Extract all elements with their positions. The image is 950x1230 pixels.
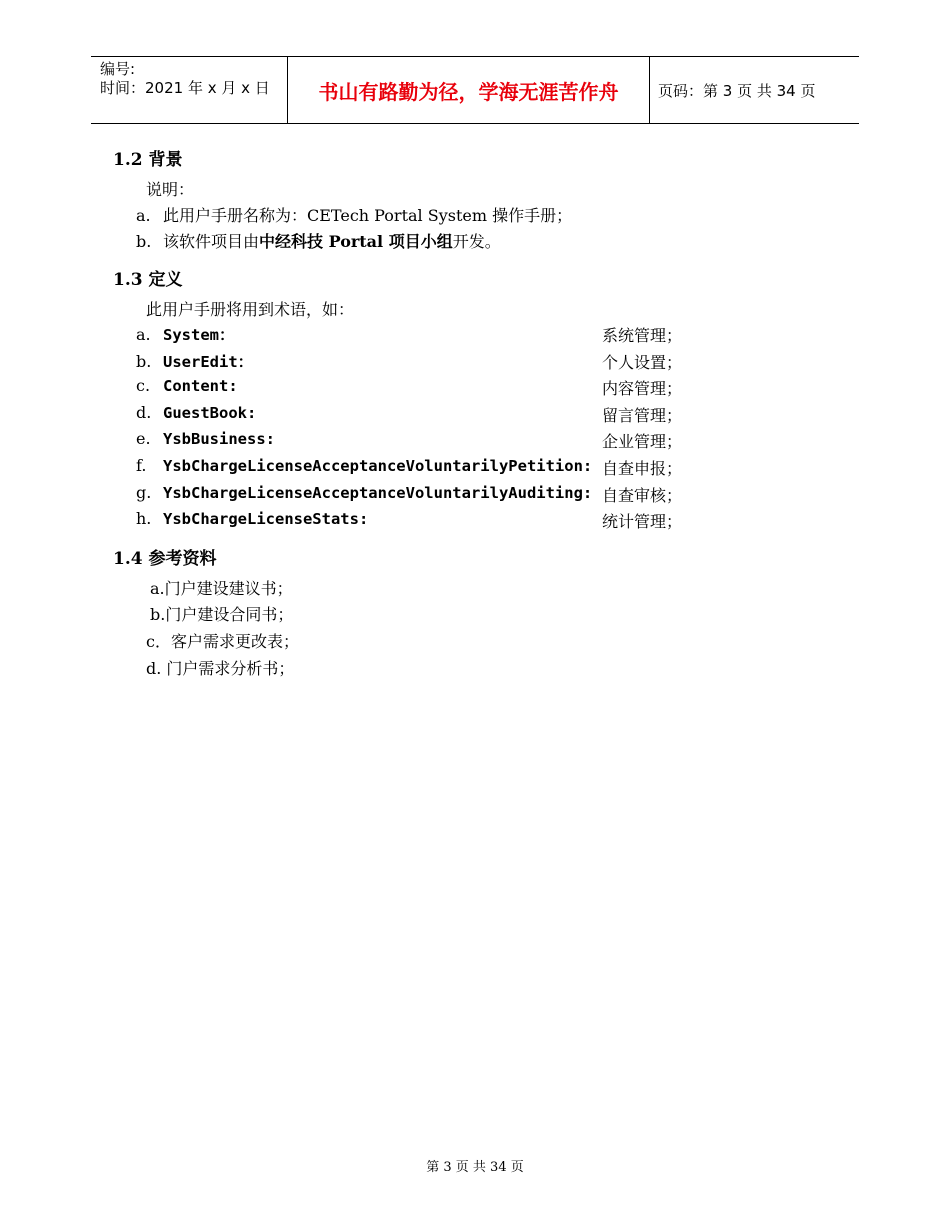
definition-term: System：: [163, 326, 235, 344]
list-marker: f.: [136, 456, 147, 475]
header-meta: [91, 57, 287, 123]
definition-row: [136, 483, 592, 502]
definition-term: YsbChargeLicenseStats:: [163, 510, 369, 528]
definition-meaning: 系统管理；: [602, 326, 683, 345]
definition-row: [136, 350, 253, 372]
definition-meaning: 内容管理；: [602, 379, 683, 398]
list-item-text-post: 开发。: [452, 232, 501, 251]
page-footer: 第 3 页 共 34 页: [426, 1160, 524, 1175]
list-marker: e.: [136, 429, 151, 448]
list-marker: b.: [136, 352, 152, 371]
definition-row: [136, 456, 592, 475]
definition-term: UserEdit：: [163, 353, 254, 371]
list-item-text: 此用户手册名称为：CETech Portal System 操作手册；: [163, 206, 573, 225]
reference-item: c．客户需求更改表；: [146, 632, 299, 651]
background-item-a: [136, 203, 572, 226]
definition-term: YsbChargeLicenseAcceptanceVoluntarilyAuditing:: [163, 484, 593, 502]
header-motto: 书山有路勤为径，学海无涯苦作舟: [287, 57, 650, 123]
background-intro: 说明：: [146, 180, 195, 199]
definition-term: GuestBook:: [163, 404, 257, 422]
list-marker: a.: [136, 206, 151, 225]
reference-item: d. 门户需求分析书；: [146, 659, 295, 678]
definition-term: YsbChargeLicenseAcceptanceVoluntarilyPetition:: [163, 457, 593, 475]
definition-meaning: 个人设置；: [602, 353, 683, 372]
definition-meaning: 自查审核；: [602, 486, 683, 505]
definition-meaning: 自查申报；: [602, 459, 683, 478]
list-marker: a.: [136, 325, 151, 344]
list-marker: b.: [136, 232, 152, 251]
definition-term: YsbBusiness:: [163, 430, 275, 448]
header-number-label: 编号:: [100, 60, 136, 78]
header-time-label: 时间：2021 年 x 月 x 日: [100, 79, 270, 97]
list-marker: c.: [136, 376, 151, 395]
definition-term: Content:: [163, 377, 238, 395]
header-page-label: 页码：第 3 页 共 34 页: [658, 81, 816, 100]
definition-row: [136, 403, 256, 422]
definition-meaning: 留言管理；: [602, 406, 683, 425]
definition-row: [136, 376, 238, 395]
section-title-definitions: 1.3 定义: [113, 270, 183, 290]
list-marker: h.: [136, 509, 152, 528]
definition-row: [136, 429, 275, 448]
section-title-references: 1.4 参考资料: [113, 549, 217, 569]
reference-item: a.门户建设建议书；: [150, 579, 293, 598]
section-title-background: 1.2 背景: [113, 150, 183, 170]
list-marker: g.: [136, 483, 152, 502]
background-item-b: [136, 229, 501, 252]
project-team-name: 中经科技 Portal 项目小组: [259, 232, 453, 251]
definition-meaning: 企业管理；: [602, 432, 683, 451]
list-item-text-pre: 该软件项目由: [163, 232, 260, 251]
definition-row: [136, 323, 235, 345]
definition-row: [136, 509, 368, 528]
definition-meaning: 统计管理；: [602, 512, 683, 531]
definitions-intro: 此用户手册将用到术语，如：: [146, 300, 355, 319]
list-marker: d.: [136, 403, 152, 422]
page-header: [91, 56, 859, 124]
reference-item: b.门户建设合同书；: [150, 605, 294, 624]
